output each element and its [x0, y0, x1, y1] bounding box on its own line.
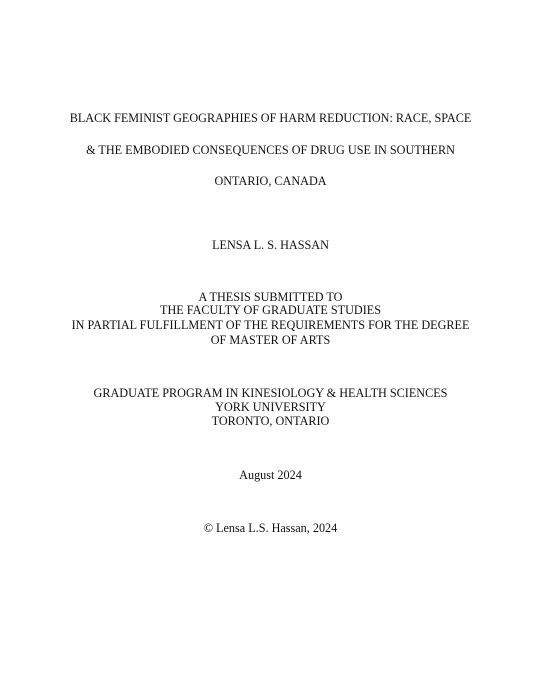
- copyright-notice: © Lensa L.S. Hassan, 2024: [203, 521, 338, 535]
- thesis-title-line-3: ONTARIO, CANADA: [214, 174, 327, 188]
- thesis-title-line-1: BLACK FEMINIST GEOGRAPHIES OF HARM REDUCTION: RACE, SPACE: [69, 111, 472, 125]
- submission-line-1: A THESIS SUBMITTED TO: [198, 290, 343, 304]
- submission-date: August 2024: [239, 468, 302, 482]
- submission-line-2: THE FACULTY OF GRADUATE STUDIES: [160, 303, 381, 317]
- author-name: LENSA L. S. HASSAN: [212, 238, 329, 252]
- submission-line-3: IN PARTIAL FULFILLMENT OF THE REQUIREMENTS FOR THE DEGREE: [71, 318, 470, 332]
- university-name: YORK UNIVERSITY: [215, 400, 326, 414]
- submission-line-4: OF MASTER OF ARTS: [210, 333, 331, 347]
- program-name: GRADUATE PROGRAM IN KINESIOLOGY & HEALTH SCIENCES: [93, 386, 448, 400]
- thesis-title-line-2: & THE EMBODIED CONSEQUENCES OF DRUG USE IN SOUTHERN: [86, 143, 455, 157]
- university-location: TORONTO, ONTARIO: [211, 414, 330, 428]
